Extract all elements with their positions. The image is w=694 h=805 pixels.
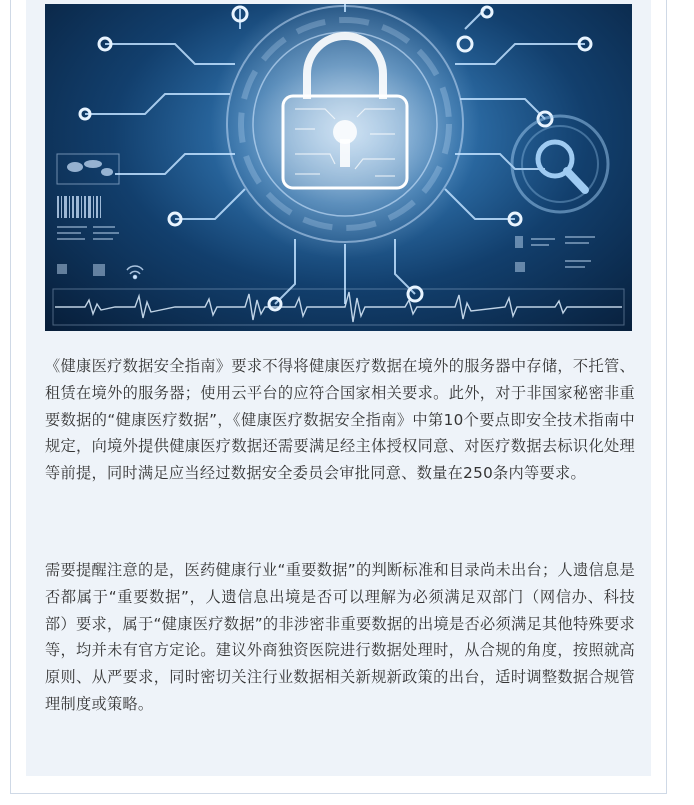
paragraph-2: 需要提醒注意的是，医药健康行业“重要数据”的判断标准和目录尚未出台；人遗信息是否都属于“重要数据”，人遗信息出境是否可以理解为必须满足双部门（网信办、科技部）要求，属于“健康医疗数据”的非涉密非重要数据的出境是否必须满足其他特殊要求等，均并未有官方定论。建议外商独资医院进行数据处理时，从合规的角度，按照就高原则、从严要求，同时密切关注行业数据相关新规新政策的出台，适时调整数据合规管理制度或策略。 — [45, 561, 635, 713]
world-map-icon — [57, 154, 119, 184]
magnifier-icon — [512, 116, 608, 212]
wifi-icon — [127, 266, 143, 279]
circuit-graphic — [45, 4, 632, 331]
barcode-icon — [57, 196, 101, 218]
paragraph-1: 《健康医疗数据安全指南》要求不得将健康医疗数据在境外的服务器中存储，不托管、租赁在境外的服务器；使用云平台的应符合国家相关要求。此外，对于非国家秘密非重要数据的“健康医疗数据”，《健康医疗数据安全指南》中第10个要点即安全技术指南中规定，向境外提供健康医疗数据还需要满足经主体授权同意、对医疗数据去标识化处理等前提，同时满足应当经过数据安全委员会审批同意、数量在250条内等要求。 — [45, 357, 635, 483]
security-illustration — [45, 4, 632, 331]
